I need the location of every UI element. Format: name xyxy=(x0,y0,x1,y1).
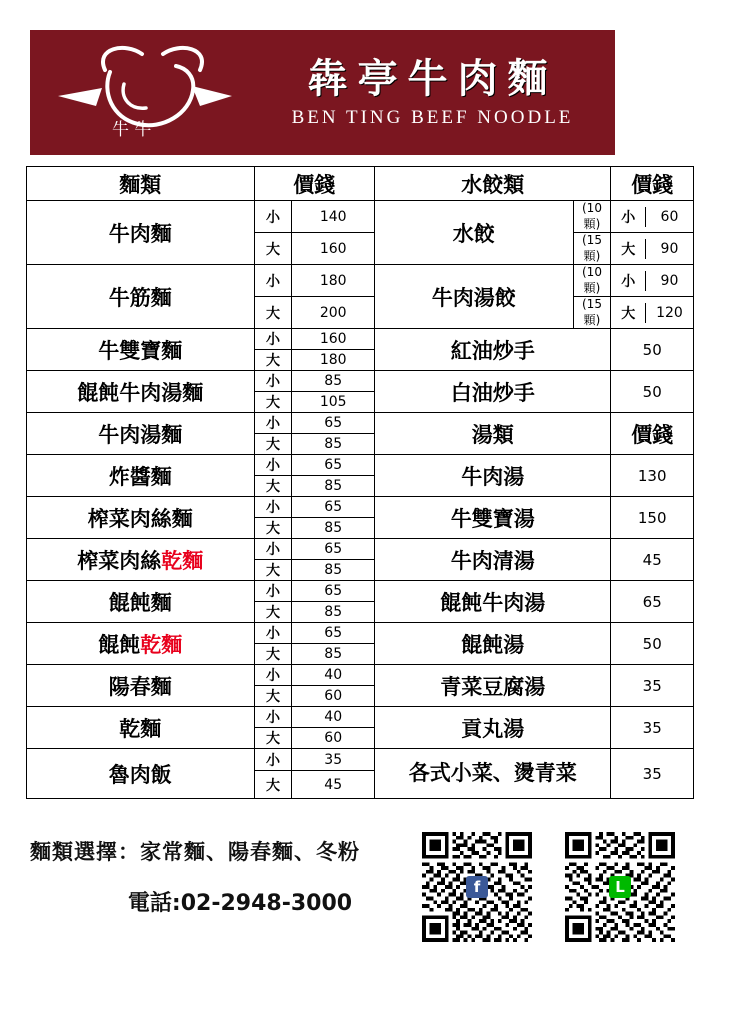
dumpling-amount-large-1: 120 xyxy=(656,304,683,321)
header-noodle-price: 價錢 xyxy=(254,167,374,201)
dumpling-qty-small-1: (10 顆) xyxy=(573,265,611,297)
header-soup-price: 價錢 xyxy=(611,413,694,455)
brand-block xyxy=(260,57,615,129)
noodle-size-large-12: 大 xyxy=(254,771,292,799)
noodle-size-large-6: 大 xyxy=(254,518,292,539)
soup-name-5: 青菜豆腐湯 xyxy=(374,665,610,707)
noodle-size-large-7: 大 xyxy=(254,560,292,581)
noodle-name-7-red: 乾麵 xyxy=(161,548,204,573)
soup-name-6: 貢丸湯 xyxy=(374,707,610,749)
noodle-price-small-4: 65 xyxy=(292,413,375,434)
noodle-size-large-5: 大 xyxy=(254,476,292,497)
dumpling-flat-name-0: 紅油炒手 xyxy=(374,329,610,371)
soup-name-7: 各式小菜、燙青菜 xyxy=(374,749,610,799)
noodle-size-large-10: 大 xyxy=(254,686,292,707)
noodle-price-large-7: 85 xyxy=(292,560,375,581)
noodle-size-small-2: 小 xyxy=(254,329,292,350)
header-noodle-name: 麵類 xyxy=(27,167,255,201)
table-row xyxy=(27,497,694,518)
noodle-price-large-9: 85 xyxy=(292,644,375,665)
noodle-name-2: 牛雙寶麵 xyxy=(27,329,255,371)
footer-info xyxy=(30,836,420,917)
noodle-size-small-7: 小 xyxy=(254,539,292,560)
dumpling-size-large-0: 大 xyxy=(611,239,645,259)
table-row xyxy=(27,201,694,233)
noodle-name-10: 陽春麵 xyxy=(27,665,255,707)
table-row xyxy=(27,749,694,771)
phone-number[interactable]: 電話:02-2948-3000 xyxy=(127,891,353,916)
table-row xyxy=(27,707,694,728)
noodle-price-small-11: 40 xyxy=(292,707,375,728)
header-soup-name: 湯類 xyxy=(374,413,610,455)
dumpling-qty-large-1: (15 顆) xyxy=(573,297,611,329)
noodle-price-large-10: 60 xyxy=(292,686,375,707)
soup-price-7: 35 xyxy=(611,749,694,799)
noodle-price-small-7: 65 xyxy=(292,539,375,560)
noodle-price-small-5: 65 xyxy=(292,455,375,476)
noodle-price-large-2: 180 xyxy=(292,350,375,371)
table-row xyxy=(27,455,694,476)
noodle-price-small-9: 65 xyxy=(292,623,375,644)
noodle-price-small-10: 40 xyxy=(292,665,375,686)
noodle-name-8: 餛飩麵 xyxy=(27,581,255,623)
table-row xyxy=(27,371,694,392)
table-row xyxy=(27,265,694,297)
noodle-name-0: 牛肉麵 xyxy=(27,201,255,265)
soup-name-2: 牛肉清湯 xyxy=(374,539,610,581)
noodle-name-9-base: 餛飩 xyxy=(98,632,141,657)
noodle-size-small-9: 小 xyxy=(254,623,292,644)
dumpling-amount-small-0: 60 xyxy=(660,208,679,225)
noodle-name-11: 乾麵 xyxy=(27,707,255,749)
noodle-name-5: 炸醬麵 xyxy=(27,455,255,497)
dumpling-flat-price-1: 50 xyxy=(611,371,694,413)
noodle-name-3: 餛飩牛肉湯麵 xyxy=(27,371,255,413)
noodle-name-4: 牛肉湯麵 xyxy=(27,413,255,455)
soup-name-0: 牛肉湯 xyxy=(374,455,610,497)
noodle-name-6: 榨菜肉絲麵 xyxy=(27,497,255,539)
noodle-price-large-12: 45 xyxy=(292,771,375,799)
dumpling-name-1: 牛肉湯餃 xyxy=(374,265,573,329)
noodle-size-large-4: 大 xyxy=(254,434,292,455)
noodle-name-7-base: 榨菜肉絲 xyxy=(77,548,162,573)
facebook-icon: f xyxy=(466,876,488,898)
noodle-name-12: 魯肉飯 xyxy=(27,749,255,799)
noodle-price-small-3: 85 xyxy=(292,371,375,392)
noodle-size-large-8: 大 xyxy=(254,602,292,623)
noodle-price-small-1: 180 xyxy=(292,265,375,297)
logo xyxy=(30,30,260,155)
noodle-price-large-11: 60 xyxy=(292,728,375,749)
dumpling-size-small-0: 小 xyxy=(611,207,645,227)
brand-name-cn: 犇亭牛肉麵 xyxy=(307,55,558,102)
header-banner xyxy=(30,30,615,155)
line-icon: L xyxy=(609,876,631,898)
qr-code-line[interactable] xyxy=(565,832,675,942)
noodle-price-large-5: 85 xyxy=(292,476,375,497)
dumpling-size-small-1: 小 xyxy=(611,271,645,291)
noodle-size-small-12: 小 xyxy=(254,749,292,771)
dumpling-amount-large-0: 90 xyxy=(660,240,679,257)
noodle-size-small-3: 小 xyxy=(254,371,292,392)
soup-price-0: 130 xyxy=(611,455,694,497)
noodle-price-large-1: 200 xyxy=(292,297,375,329)
noodle-name-7 xyxy=(27,539,255,581)
noodle-name-9-red: 乾麵 xyxy=(140,632,183,657)
soup-price-5: 35 xyxy=(611,665,694,707)
dumpling-flat-price-0: 50 xyxy=(611,329,694,371)
noodle-price-large-0: 160 xyxy=(292,233,375,265)
noodle-size-large-11: 大 xyxy=(254,728,292,749)
noodle-size-large-9: 大 xyxy=(254,644,292,665)
soup-price-2: 45 xyxy=(611,539,694,581)
dumpling-size-large-1: 大 xyxy=(611,303,645,323)
logo-text: 牛 牛 xyxy=(112,120,152,140)
table-row xyxy=(27,329,694,350)
noodle-size-small-8: 小 xyxy=(254,581,292,602)
table-row xyxy=(27,413,694,434)
header-dumpling-price: 價錢 xyxy=(611,167,694,201)
noodle-name-9 xyxy=(27,623,255,665)
dumpling-name-0: 水餃 xyxy=(374,201,573,265)
soup-price-6: 35 xyxy=(611,707,694,749)
noodle-price-small-8: 65 xyxy=(292,581,375,602)
dumpling-amount-small-1: 90 xyxy=(660,272,679,289)
dumpling-qty-small-0: (10 顆) xyxy=(573,201,611,233)
noodle-size-small-6: 小 xyxy=(254,497,292,518)
noodle-name-1: 牛筋麵 xyxy=(27,265,255,329)
soup-name-1: 牛雙寶湯 xyxy=(374,497,610,539)
table-row xyxy=(27,623,694,644)
noodle-price-small-12: 35 xyxy=(292,749,375,771)
noodle-size-small-5: 小 xyxy=(254,455,292,476)
dumpling-qty-large-0: (15 顆) xyxy=(573,233,611,265)
table-header-row xyxy=(27,167,694,201)
noodle-price-small-2: 160 xyxy=(292,329,375,350)
bull-logo-icon xyxy=(50,40,240,145)
table-row xyxy=(27,539,694,560)
noodle-price-small-6: 65 xyxy=(292,497,375,518)
soup-price-1: 150 xyxy=(611,497,694,539)
noodle-size-small-11: 小 xyxy=(254,707,292,728)
dumpling-price-small-0 xyxy=(611,201,694,233)
noodle-size-large-2: 大 xyxy=(254,350,292,371)
noodle-size-large-3: 大 xyxy=(254,392,292,413)
brand-name-en: BEN TING BEEF NOODLE xyxy=(291,106,574,128)
noodle-price-large-3: 105 xyxy=(292,392,375,413)
header-dumpling-name: 水餃類 xyxy=(374,167,610,201)
menu-table xyxy=(26,166,694,799)
noodle-price-large-8: 85 xyxy=(292,602,375,623)
soup-price-3: 65 xyxy=(611,581,694,623)
noodle-price-large-4: 85 xyxy=(292,434,375,455)
soup-name-4: 餛飩湯 xyxy=(374,623,610,665)
noodle-size-small-1: 小 xyxy=(254,265,292,297)
soup-price-4: 50 xyxy=(611,623,694,665)
qr-code-facebook[interactable] xyxy=(422,832,532,942)
noodle-price-small-0: 140 xyxy=(292,201,375,233)
noodle-size-small-4: 小 xyxy=(254,413,292,434)
noodle-size-large-1: 大 xyxy=(254,297,292,329)
noodle-size-large-0: 大 xyxy=(254,233,292,265)
table-row xyxy=(27,665,694,686)
dumpling-flat-name-1: 白油炒手 xyxy=(374,371,610,413)
noodle-size-small-0: 小 xyxy=(254,201,292,233)
noodle-price-large-6: 85 xyxy=(292,518,375,539)
noodle-size-small-10: 小 xyxy=(254,665,292,686)
noodle-choice-note: 麵類選擇：家常麵、陽春麵、冬粉 xyxy=(30,840,360,864)
soup-name-3: 餛飩牛肉湯 xyxy=(374,581,610,623)
table-row xyxy=(27,581,694,602)
